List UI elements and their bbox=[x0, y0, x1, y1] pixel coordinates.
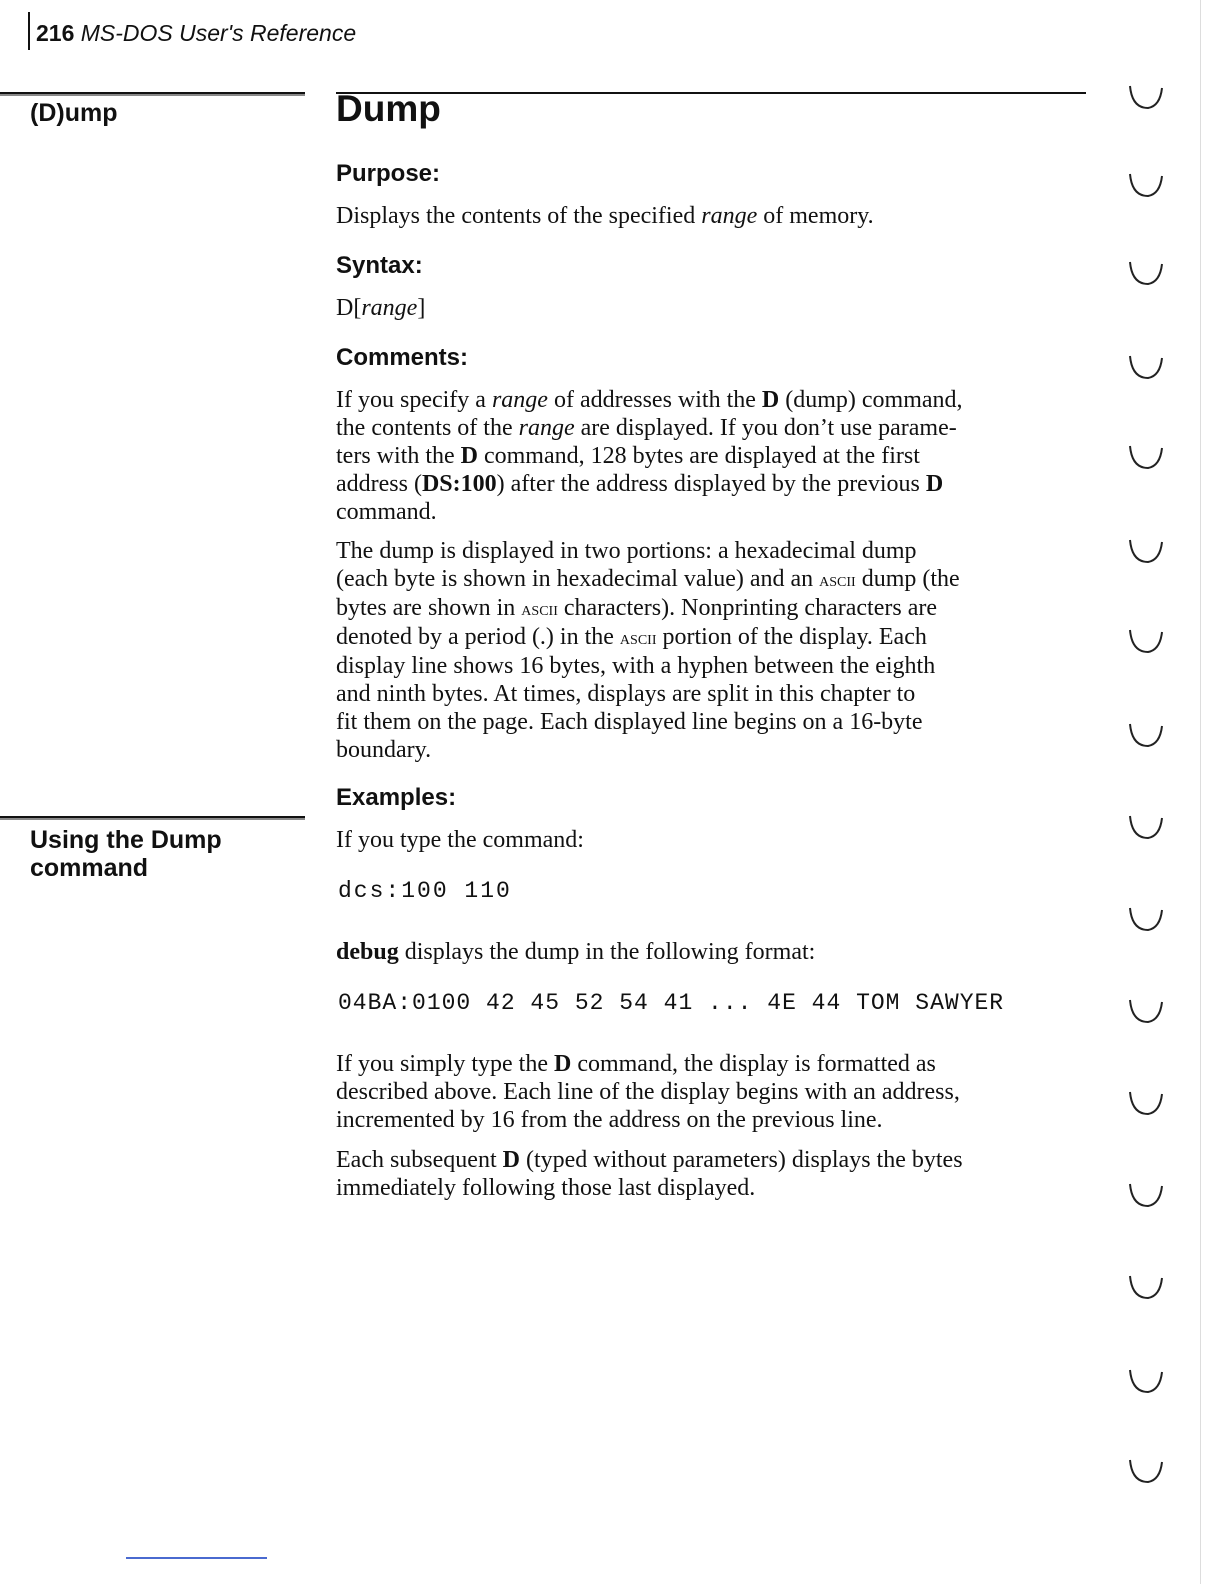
example-output-intro: debug displays the dump in the following format: bbox=[336, 939, 816, 965]
example-intro: If you type the command: bbox=[336, 827, 584, 853]
comments-paragraph-2: The dump is displayed in two portions: a hexadecimal dump (each byte is shown in hexadecimal value) and an ascii dump (the bytes are shown in ascii characters). Nonprinting characters are denoted by a period (.) in the ascii portion of the display. Each display line shows 16 bytes, with a hyphen between the eighth and ninth bytes. At times, displays are split in this chapter to fit them on the page. Each displayed line begins on a 16-byte boundary. bbox=[336, 538, 960, 763]
binder-hole-icon bbox=[1126, 626, 1166, 656]
binder-hole-icon bbox=[1126, 258, 1166, 288]
side-head bbox=[30, 826, 222, 882]
paragraph-4: Each subsequent D (typed without parameters) displays the bytes immediately following those last displayed. bbox=[336, 1147, 963, 1201]
purpose-text: Displays the contents of the specified range of memory. bbox=[336, 203, 874, 229]
binder-hole-icon bbox=[1126, 1272, 1166, 1302]
syntax-heading: Syntax: bbox=[336, 252, 423, 279]
margin-rule-top bbox=[0, 92, 305, 96]
header-rule bbox=[28, 12, 30, 50]
binder-hole-icon bbox=[1126, 352, 1166, 382]
title-rule bbox=[336, 92, 1086, 94]
binder-hole-icon bbox=[1126, 720, 1166, 750]
footer-rule bbox=[126, 1557, 267, 1559]
comments-paragraph-1: If you specify a range of addresses with the D (dump) command, the contents of the range are displayed. If you don’t use parame- ters with the D command, 128 bytes are displayed at the first address (DS:100) after the address displayed by the previous D command. bbox=[336, 387, 963, 525]
purpose-heading: Purpose: bbox=[336, 160, 441, 187]
side-head-line1: Using the Dump bbox=[30, 826, 222, 854]
syntax-text: D[range] bbox=[336, 295, 426, 321]
example-output: 04BA:0100 42 45 52 54 41 ... 4E 44 TOM SAWYER bbox=[338, 990, 1005, 1016]
binder-hole-icon bbox=[1126, 904, 1166, 934]
side-head-line2: command bbox=[30, 854, 149, 882]
binder-hole-icon bbox=[1126, 1088, 1166, 1118]
binder-hole-icon bbox=[1126, 536, 1166, 566]
paragraph-3: If you simply type the D command, the display is formatted as described above. Each line of the display begins with an address, incremented by 16 from the address on the previous line. bbox=[336, 1051, 960, 1133]
binder-hole-icon bbox=[1126, 1456, 1166, 1486]
binder-hole-icon bbox=[1126, 1366, 1166, 1396]
binder-hole-icon bbox=[1126, 82, 1166, 112]
binder-holes bbox=[1118, 70, 1188, 1510]
binder-hole-icon bbox=[1126, 442, 1166, 472]
book-title: MS-DOS User's Reference bbox=[80, 20, 357, 46]
binder-hole-icon bbox=[1126, 812, 1166, 842]
page-number: 216 bbox=[36, 20, 75, 46]
binder-hole-icon bbox=[1126, 1180, 1166, 1210]
example-command: dcs:100 110 bbox=[338, 878, 512, 904]
binder-hole-icon bbox=[1126, 996, 1166, 1026]
section-label: (D)ump bbox=[30, 99, 118, 127]
running-header bbox=[36, 20, 356, 47]
margin-rule-side-head bbox=[0, 816, 305, 820]
binder-hole-icon bbox=[1126, 170, 1166, 200]
page-edge bbox=[1200, 0, 1201, 1584]
examples-heading: Examples: bbox=[336, 784, 457, 811]
comments-heading: Comments: bbox=[336, 344, 469, 371]
page-title: Dump bbox=[336, 88, 441, 129]
